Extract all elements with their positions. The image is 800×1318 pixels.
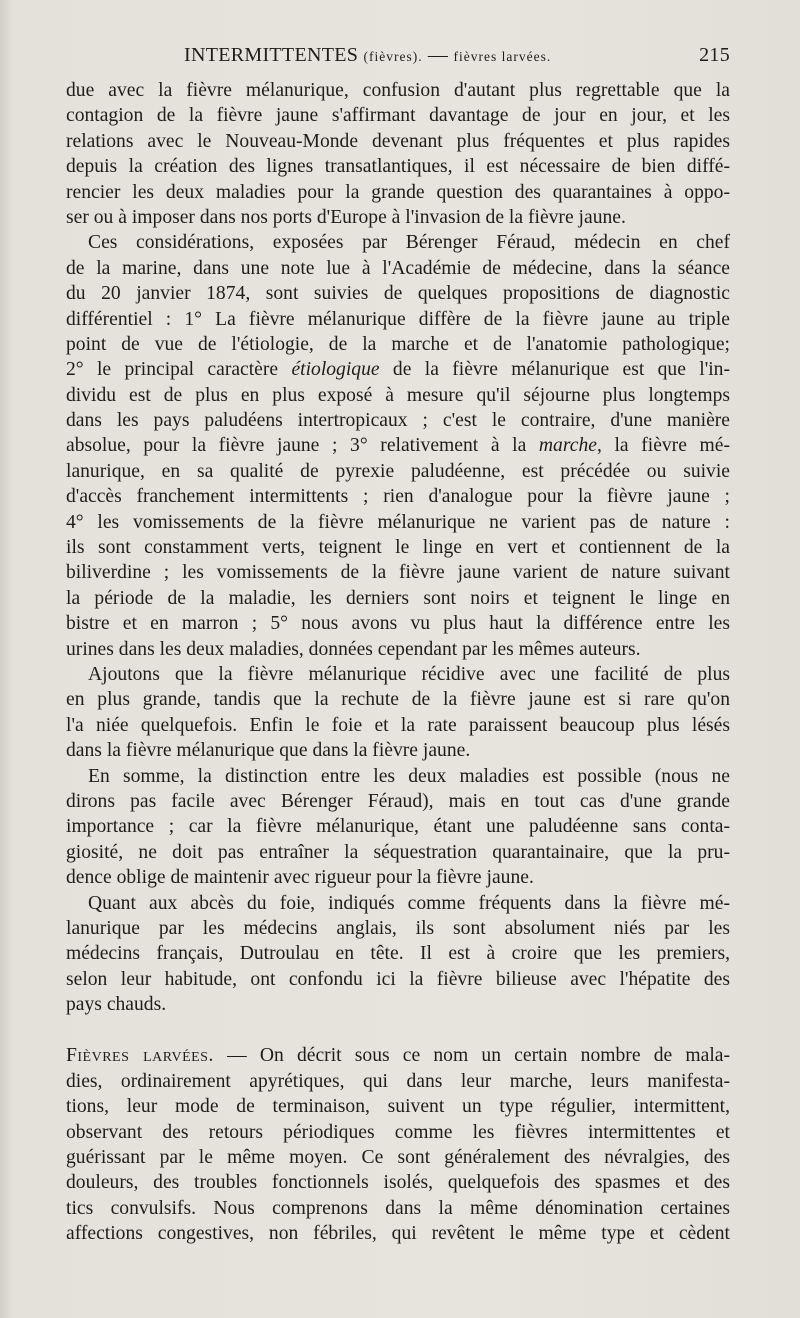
- text-run: — On décrit sous ce nom un certain nombre de mala-: [213, 1045, 730, 1067]
- text-line: [66, 357, 730, 382]
- text-line: point de vue de l'étiologie, de la marche et de l'anatomie pathologique;: [66, 333, 730, 355]
- text-run: , la fièvre mé-: [596, 435, 730, 457]
- running-title: [184, 44, 551, 67]
- text-line: giosité, ne doit pas entraîner la séquestration quarantainaire, que la pru-: [66, 841, 730, 863]
- section-heading: Fièvres larvées.: [66, 1045, 214, 1067]
- text-run: 2° le principal caractère: [66, 359, 292, 381]
- text-line: guérissant par le même moyen. Ce sont généralement des névralgies, des: [66, 1147, 730, 1169]
- text-line: dirons pas facile avec Bérenger Féraud), mais en tout cas d'une grande: [66, 790, 730, 812]
- text-line: dividu est de plus en plus exposé à mesure qu'il séjourne plus longtemps: [66, 384, 730, 406]
- text-line: l'a niée quelquefois. Enfin le foie et la rate paraissent beaucoup plus lésés: [66, 714, 730, 736]
- text-line: dans la fièvre mélanurique que dans la fièvre jaune.: [66, 740, 471, 762]
- text-line: médecins français, Dutroulau en tête. Il est à croire que les premiers,: [66, 943, 730, 965]
- text-line: ils sont constamment verts, teignent le linge en vert et contiennent de la: [66, 537, 730, 559]
- running-title-dash: —: [427, 44, 449, 66]
- running-title-section: fièvres larvées.: [453, 49, 552, 64]
- text-line: importance ; car la fièvre mélanurique, étant une paludéenne sans conta-: [66, 816, 730, 838]
- text-line: de la marine, dans une note lue à l'Académie de médecine, dans la séance: [66, 257, 730, 279]
- text-line: rencier les deux maladies pour la grande question des quarantaines à oppo-: [66, 181, 730, 203]
- page-number: 215: [699, 44, 730, 66]
- text-line: biliverdine ; les vomissements de la fièvre jaune varient de nature suivant: [66, 562, 730, 584]
- text-run: de la fièvre mélanurique est que l'in-: [379, 359, 730, 381]
- text-line: lanurique par les médecins anglais, ils sont absolument niés par les: [66, 917, 730, 939]
- text-line: Ces considérations, exposées par Bérenger Féraud, médecin en chef: [88, 232, 730, 254]
- text-line: bistre et en marron ; 5° nous avons vu plus haut la différence entre les: [66, 613, 730, 635]
- text-line: en plus grande, tandis que la rechute de la fièvre jaune est si rare qu'on: [66, 689, 730, 711]
- text-line: dence oblige de maintenir avec rigueur pour la fièvre jaune.: [66, 867, 534, 889]
- text-line: tions, leur mode de terminaison, suivent un type régulier, intermittent,: [66, 1096, 730, 1118]
- running-title-paren: (fièvres).: [363, 49, 423, 64]
- text-line: dies, ordinairement apyrétiques, qui dans leur marche, leurs manifesta-: [66, 1070, 730, 1092]
- text-run: absolue, pour la fièvre jaune ; 3° relativement à la: [66, 435, 539, 457]
- text-line: En somme, la distinction entre les deux maladies est possible (nous ne: [88, 765, 730, 787]
- text-line: dans les pays paludéens intertropicaux ; c'est le contraire, d'une manière: [66, 410, 730, 432]
- text-line: différentiel : 1° La fièvre mélanurique diffère de la fièvre jaune au triple: [66, 308, 730, 330]
- text-line: observant des retours périodiques comme les fièvres intermittentes et: [66, 1121, 730, 1143]
- text-line: contagion de la fièvre jaune s'affirmant davantage de jour en jour, et les: [66, 105, 730, 127]
- text-line: tics convulsifs. Nous comprenons dans la même dénomination certaines: [66, 1197, 730, 1219]
- text-line: d'accès franchement intermittents ; rien d'analogue pour la fièvre jaune ;: [66, 486, 730, 508]
- text-line: 4° les vomissements de la fièvre mélanurique ne varient pas de nature :: [66, 511, 730, 533]
- text-line: ser ou à imposer dans nos ports d'Europe à l'invasion de la fièvre jaune.: [66, 206, 626, 228]
- running-header: [66, 44, 730, 70]
- text-line: la période de la maladie, les derniers sont noirs et teignent le linge en: [66, 587, 730, 609]
- text-line: Ajoutons que la fièvre mélanurique récidive avec une facilité de plus: [88, 663, 730, 685]
- text-line: selon leur habitude, ont confondu ici la fièvre bilieuse avec l'hépatite des: [66, 968, 730, 990]
- text-line: due avec la fièvre mélanurique, confusion d'autant plus regrettable que la: [66, 80, 730, 101]
- text-line: [66, 433, 730, 458]
- text-line: depuis la création des lignes transatlantiques, il est nécessaire de bien diffé-: [66, 156, 730, 178]
- text-line: urines dans les deux maladies, données cependant par les mêmes auteurs.: [66, 638, 641, 660]
- text-line: lanurique, en sa qualité de pyrexie paludéenne, est précédée ou suivie: [66, 460, 730, 482]
- text-line: affections congestives, non fébriles, qui revêtent le même type et cèdent: [66, 1223, 730, 1245]
- text-line: relations avec le Nouveau-Monde devenant plus fréquentes et plus rapides: [66, 130, 730, 152]
- text-line: pays chauds.: [66, 994, 167, 1016]
- body-text: [66, 78, 730, 1247]
- text-line: du 20 janvier 1874, sont suivies de quelques propositions de diagnostic: [66, 283, 730, 305]
- text-line: [66, 1043, 730, 1068]
- running-title-main: INTERMITTENTES: [184, 44, 359, 66]
- text-line: Quant aux abcès du foie, indiqués comme fréquents dans la fièvre mé-: [88, 892, 730, 914]
- emphasis-text: étiologique: [291, 359, 380, 381]
- text-line: douleurs, des troubles fonctionnels isolés, quelquefois des spasmes et des: [66, 1172, 730, 1194]
- emphasis-text: marche: [538, 435, 597, 457]
